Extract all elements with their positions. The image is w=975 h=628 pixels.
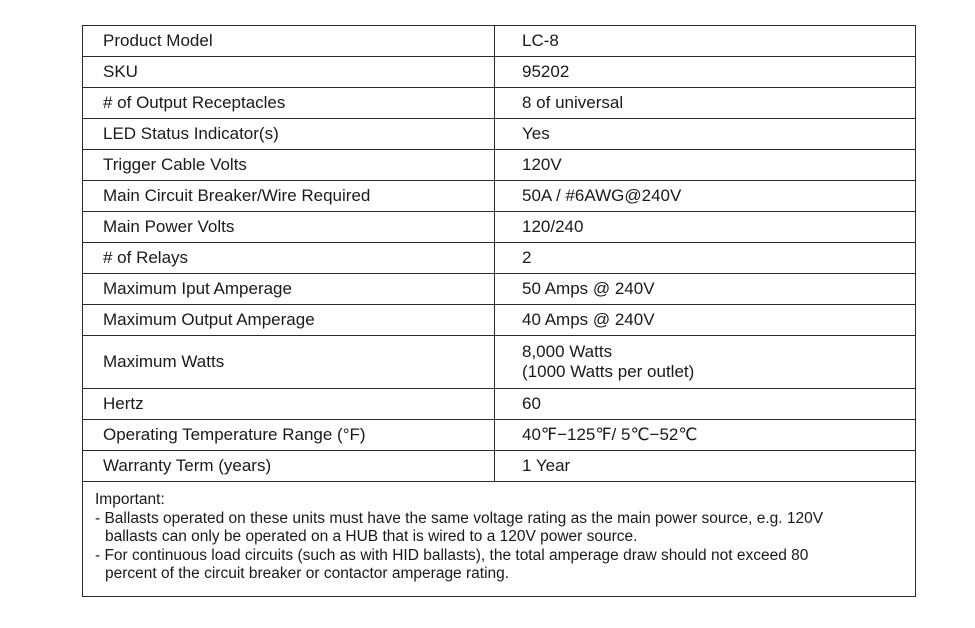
spec-row-warranty-term bbox=[83, 451, 915, 482]
spec-value-text: 95202 bbox=[522, 62, 570, 81]
spec-label: Trigger Cable Volts bbox=[83, 150, 495, 180]
spec-value-subtext: (1000 Watts per outlet) bbox=[522, 362, 695, 381]
spec-value bbox=[495, 150, 915, 180]
note-line: percent of the circuit breaker or contactor amperage rating. bbox=[105, 565, 510, 582]
spec-value bbox=[495, 119, 915, 149]
spec-value-text: 50A / #6AWG@240V bbox=[522, 186, 682, 205]
spec-value-text: 8,000 Watts bbox=[522, 342, 613, 361]
spec-row-relays bbox=[83, 243, 915, 274]
spec-row-product-model bbox=[83, 26, 915, 57]
spec-label: Maximum Iput Amperage bbox=[83, 274, 495, 304]
spec-label: Operating Temperature Range (°F) bbox=[83, 420, 495, 450]
spec-label: LED Status Indicator(s) bbox=[83, 119, 495, 149]
note-heading: Important: bbox=[95, 491, 165, 508]
spec-value-text: 40 Amps @ 240V bbox=[522, 310, 655, 329]
spec-value-text: Yes bbox=[522, 124, 550, 143]
spec-label: Maximum Output Amperage bbox=[83, 305, 495, 335]
spec-row-hertz bbox=[83, 389, 915, 420]
spec-label: Hertz bbox=[83, 389, 495, 419]
spec-value-text: 2 bbox=[522, 248, 532, 267]
spec-row-max-watts bbox=[83, 336, 915, 389]
spec-row-led-status bbox=[83, 119, 915, 150]
spec-value bbox=[495, 212, 915, 242]
spec-value bbox=[495, 389, 915, 419]
spec-row-main-power-volts bbox=[83, 212, 915, 243]
spec-row-main-circuit-breaker bbox=[83, 181, 915, 212]
spec-label: # of Output Receptacles bbox=[83, 88, 495, 118]
spec-row-trigger-cable-volts bbox=[83, 150, 915, 181]
spec-row-sku bbox=[83, 57, 915, 88]
spec-value bbox=[495, 243, 915, 273]
spec-row-max-input-amperage bbox=[83, 274, 915, 305]
spec-value-text: 60 bbox=[522, 394, 541, 413]
spec-table bbox=[82, 25, 916, 597]
spec-value bbox=[495, 57, 915, 87]
spec-value bbox=[495, 274, 915, 304]
spec-label: Main Circuit Breaker/Wire Required bbox=[83, 181, 495, 211]
spec-row-operating-temperature bbox=[83, 420, 915, 451]
spec-value-text: 8 of universal bbox=[522, 93, 624, 112]
spec-value bbox=[495, 336, 915, 388]
spec-row-max-output-amperage bbox=[83, 305, 915, 336]
spec-value bbox=[495, 181, 915, 211]
spec-label: Product Model bbox=[83, 26, 495, 56]
note-line: - For continuous load circuits (such as with HID ballasts), the total amperage draw should not exceed 80 bbox=[95, 546, 809, 564]
spec-label: Warranty Term (years) bbox=[83, 451, 495, 481]
spec-value-text: LC-8 bbox=[522, 31, 559, 50]
spec-value-text: 1 Year bbox=[522, 456, 571, 475]
note-line: - Ballasts operated on these units must have the same voltage rating as the main power source, e.g. 120V bbox=[95, 509, 824, 527]
spec-value-text: 50 Amps @ 240V bbox=[522, 279, 655, 298]
spec-value bbox=[495, 305, 915, 335]
spec-label: Main Power Volts bbox=[83, 212, 495, 242]
spec-value bbox=[495, 88, 915, 118]
spec-label: # of Relays bbox=[83, 243, 495, 273]
spec-label: Maximum Watts bbox=[83, 336, 495, 388]
spec-label: SKU bbox=[83, 57, 495, 87]
spec-value bbox=[495, 420, 915, 450]
spec-value bbox=[495, 451, 915, 481]
spec-value-text: 120/240 bbox=[522, 217, 584, 236]
spec-row-output-receptacles bbox=[83, 88, 915, 119]
spec-value-text: 40℉−125℉/ 5℃−52℃ bbox=[522, 425, 698, 444]
spec-value bbox=[495, 26, 915, 56]
note-line: ballasts can only be operated on a HUB that is wired to a 120V power source. bbox=[105, 528, 638, 545]
important-note bbox=[83, 482, 915, 596]
spec-value-text: 120V bbox=[522, 155, 562, 174]
